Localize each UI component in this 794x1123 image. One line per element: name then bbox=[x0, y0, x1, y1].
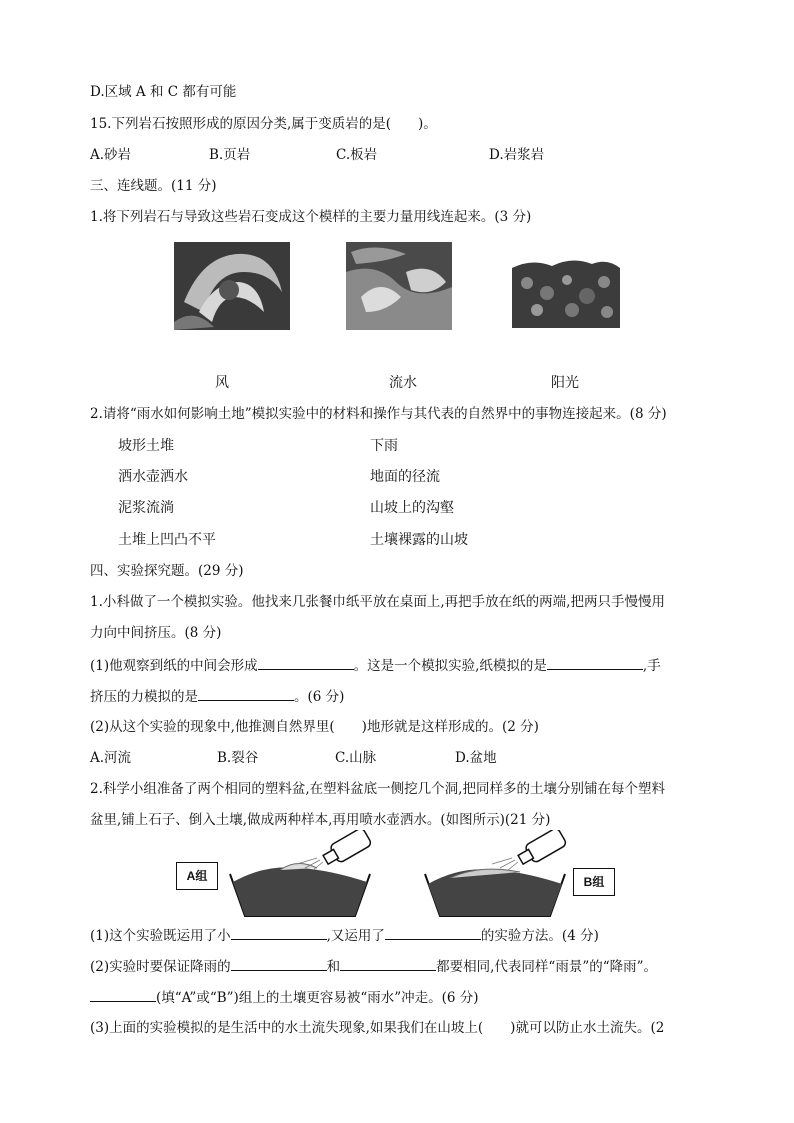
answer-blank[interactable] bbox=[385, 925, 481, 940]
section4-q2-p2-line1: (2)实验时要保证降雨的 和 都要相同,代表同样“雨景”的“降雨”。 bbox=[90, 956, 657, 977]
group-a-label: A组 bbox=[176, 862, 218, 890]
q15-option-a: A.砂岩 bbox=[90, 147, 132, 163]
match-right-1: 下雨 bbox=[370, 438, 398, 454]
section4-q1-p2: (2)从这个实验的现象中,他推测自然界里( )地形就是这样形成的。(2 分) bbox=[90, 719, 539, 735]
section4-q2-stem-line1: 2.科学小组准备了两个相同的塑料盆,在塑料盆底一侧挖几个洞,把同样多的土壤分别铺在每个塑料 bbox=[90, 781, 665, 797]
basin-b-diagram bbox=[420, 830, 570, 920]
section4-q1-stem-line1: 1.小科做了一个模拟实验。他找来几张餐巾纸平放在桌面上,再把手放在纸的两端,把两只手慢慢用 bbox=[90, 594, 665, 610]
match-left-2: 洒水壶洒水 bbox=[118, 469, 188, 485]
match-right-2: 地面的径流 bbox=[370, 469, 440, 485]
q14-option-d: D.区域 A 和 C 都有可能 bbox=[90, 84, 237, 100]
q4-1-option-a: A.河流 bbox=[90, 750, 132, 766]
q15-option-b: B.页岩 bbox=[209, 147, 251, 163]
answer-blank[interactable] bbox=[258, 655, 354, 670]
section4-q2-stem-line2: 盆里,铺上石子、倒入土壤,做成两种样本,再用喷水壶洒水。(如图所示)(21 分) bbox=[90, 812, 551, 828]
match-left-4: 土堆上凹凸不平 bbox=[118, 532, 216, 548]
answer-blank[interactable] bbox=[340, 956, 436, 971]
basin-a-diagram bbox=[225, 830, 375, 920]
match-left-1: 坡形土堆 bbox=[118, 438, 174, 454]
q4-1-option-b: B.裂谷 bbox=[217, 750, 259, 766]
section4-q1-p1-line1: (1)他观察到纸的中间会形成 。这是一个模拟实验,纸模拟的是 ,手 bbox=[90, 655, 661, 676]
section3-q2-stem: 2.请将“雨水如何影响土地”模拟实验中的材料和操作与其代表的自然界中的事物连接起来。(8 分) bbox=[90, 406, 667, 422]
answer-blank[interactable] bbox=[198, 686, 294, 701]
section4-q2-p3: (3)上面的实验模拟的是生活中的水土流失现象,如果我们在山坡上( )就可以防止水土流失。(2 bbox=[90, 1020, 665, 1036]
q4-1-option-c: C.山脉 bbox=[335, 750, 377, 766]
group-b-label: B组 bbox=[573, 868, 615, 896]
caption-wind: 风 bbox=[215, 375, 229, 391]
caption-sunlight: 阳光 bbox=[551, 375, 579, 391]
q15-option-d: D.岩浆岩 bbox=[489, 147, 545, 163]
section4-title: 四、实验探究题。(29 分) bbox=[90, 563, 244, 579]
section3-q1-stem: 1.将下列岩石与导致这些岩石变成这个模样的主要力量用线连起来。(3 分) bbox=[90, 209, 532, 225]
match-left-3: 泥浆流淌 bbox=[118, 500, 174, 516]
match-right-3: 山坡上的沟壑 bbox=[370, 500, 454, 516]
section4-q1-p1-line2: 挤压的力模拟的是 。(6 分) bbox=[90, 686, 344, 707]
q15-option-c: C.板岩 bbox=[336, 147, 378, 163]
q15-stem: 15.下列岩石按照形成的原因分类,属于变质岩的是( )。 bbox=[90, 116, 437, 132]
rock-photo-2 bbox=[346, 242, 452, 330]
answer-blank[interactable] bbox=[231, 956, 327, 971]
answer-blank[interactable] bbox=[547, 655, 643, 670]
match-right-4: 土壤裸露的山坡 bbox=[370, 532, 468, 548]
section4-q2-p1: (1)这个实验既运用了小 ,又运用了 的实验方法。(4 分) bbox=[90, 925, 599, 946]
answer-blank[interactable] bbox=[90, 987, 156, 1002]
section4-q2-p2-line2: (填“A”或“B”)组上的土壤更容易被“雨水”冲走。(6 分) bbox=[90, 987, 479, 1008]
q4-1-option-d: D.盆地 bbox=[455, 750, 497, 766]
answer-blank[interactable] bbox=[231, 925, 327, 940]
section3-title: 三、连线题。(11 分) bbox=[90, 178, 217, 194]
rock-photo-1 bbox=[174, 242, 290, 330]
caption-water: 流水 bbox=[389, 375, 417, 391]
rock-photo-3 bbox=[512, 248, 620, 328]
section4-q1-stem-line2: 力向中间挤压。(8 分) bbox=[90, 625, 222, 641]
